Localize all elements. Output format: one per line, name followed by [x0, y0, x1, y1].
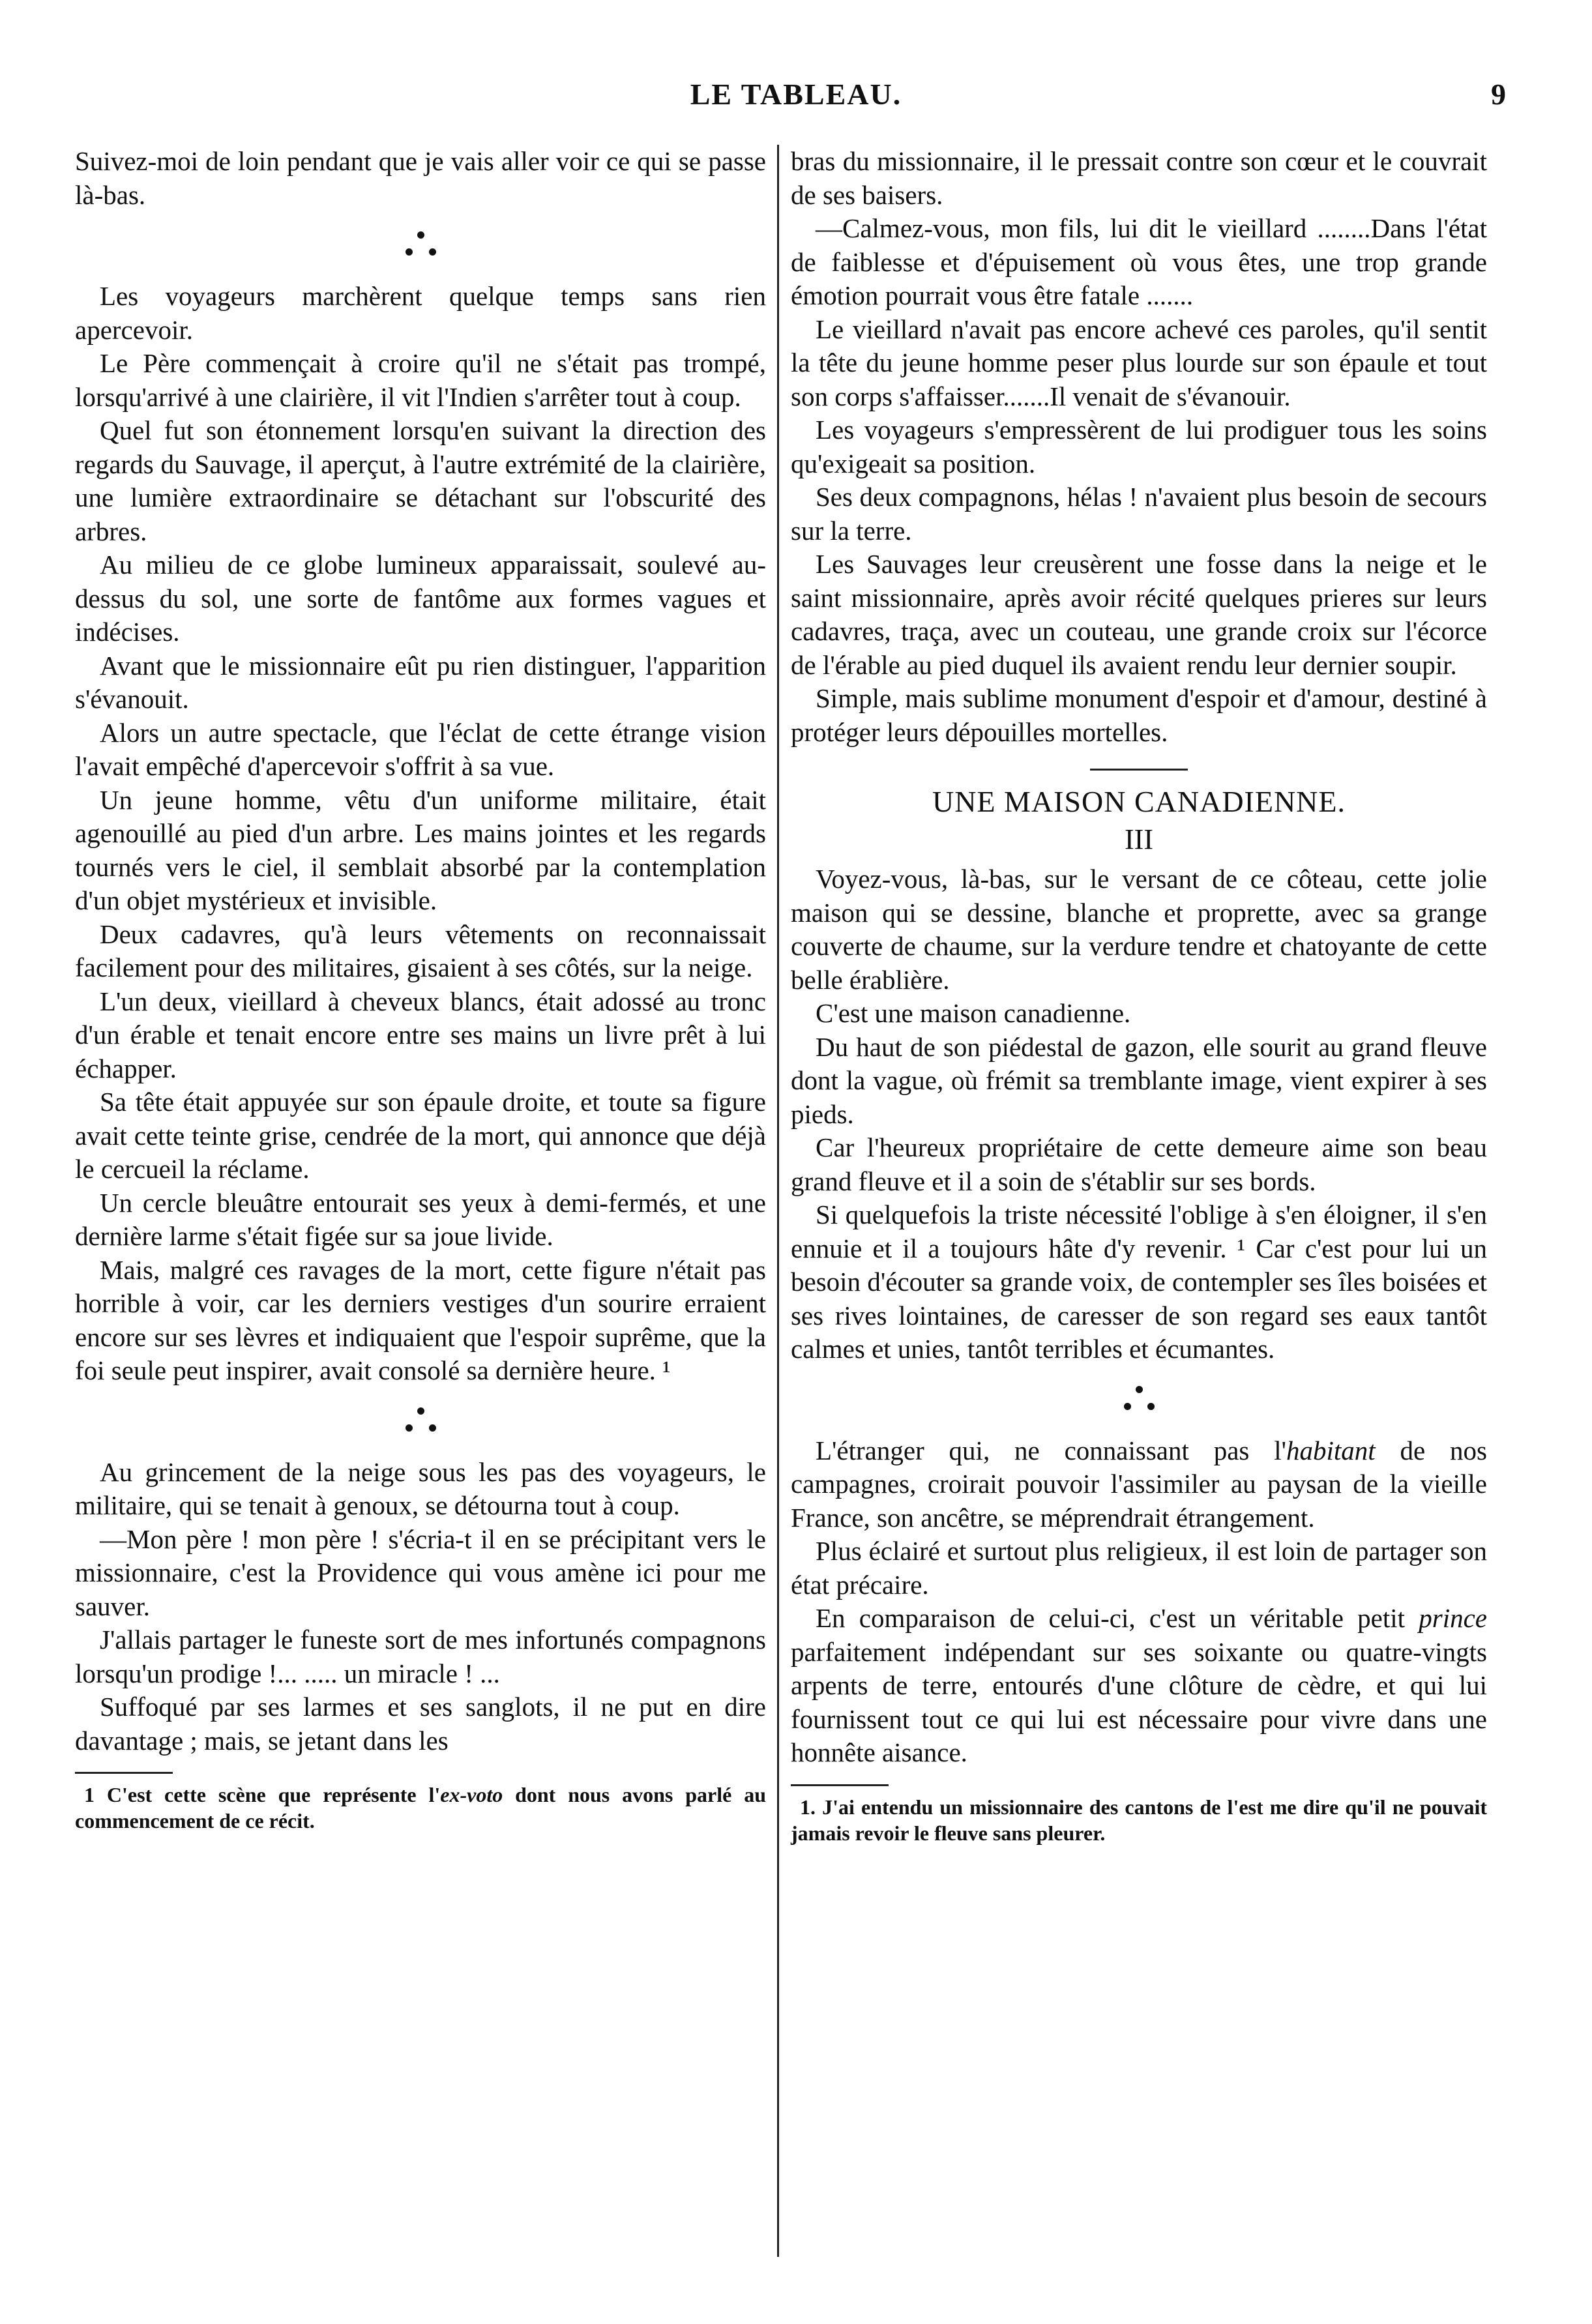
paragraph: C'est une maison canadienne.: [816, 998, 1131, 1028]
paragraph: Un jeune homme, vêtu d'un uniforme militaire, était agenouillé au pied d'un arbre. Les mains jointes et les regards tournés vers le ciel, il semblait absorbé par la contemplation d'un objet mystérieux et invisible.: [75, 784, 766, 915]
paragraph: Simple, mais sublime monument d'espoir et d'amour, destiné à protéger leurs dépouilles mortelles.: [791, 683, 1487, 747]
paragraph: Un cercle bleuâtre entourait ses yeux à demi-fermés, et une dernière larme s'était figée sur sa joue livide.: [75, 1187, 766, 1251]
footnote: [75, 1782, 766, 1834]
right-column: [791, 145, 1487, 1846]
footnote-text: dont nous avons parlé au commencement de ce récit.: [75, 1783, 767, 1832]
paragraph: bras du missionnaire, il le pressait contre son cœur et le couvrait de ses baisers.: [791, 146, 1487, 210]
text-run: L'étranger qui, ne connaissant pas l': [816, 1435, 1286, 1465]
asterism-ornament: [75, 212, 766, 280]
paragraph: Si quelquefois la triste nécessité l'oblige à s'en éloigner, il s'en ennuie et il a toujours hâte d'y revenir. ¹ Car c'est pour lui un besoin d'écouter sa grande voix, de contempler ses îles boisées et ses rives lointaines, de caresser de son regard ses eaux tantôt calmes et unies, tantôt terribles et écumantes.: [791, 1199, 1487, 1364]
footnote-italic: ex-voto: [440, 1783, 503, 1806]
paragraph: J'allais partager le funeste sort de mes infortunés compagnons lorsqu'un prodige !... ..... un miracle ! ...: [75, 1625, 766, 1688]
paragraph: Au grincement de la neige sous les pas des voyageurs, le militaire, qui se tenait à genoux, se détourna tout à coup.: [75, 1456, 766, 1520]
paragraph: Le vieillard n'avait pas encore achevé ces paroles, qu'il sentit la tête du jeune homme peser plus lourde sur son épaule et tout son corps s'affaisser.......Il venait de s'évanouir.: [791, 314, 1487, 411]
section-title: UNE MAISON CANADIENNE.: [932, 785, 1346, 818]
paragraph: Mais, malgré ces ravages de la mort, cette figure n'était pas horrible à voir, car les derniers vestiges d'un sourire erraient encore sur ses lèvres et indiquaient que l'espoir suprême, que la foi seule peut inspirer, avait consolé sa dernière heure. ¹: [75, 1254, 766, 1385]
italic-word: prince: [1419, 1603, 1487, 1633]
asterism-ornament: [75, 1388, 766, 1456]
paragraph: Le Père commençait à croire qu'il ne s'était pas trompé, lorsqu'arrivé à une clairière, il vit l'Indien s'arrêter tout à coup.: [75, 348, 766, 412]
paragraph: Avant que le missionnaire eût pu rien distinguer, l'apparition s'évanouit.: [75, 650, 766, 714]
section-number: III: [1125, 823, 1153, 855]
paragraph: Du haut de son piédestal de gazon, elle sourit au grand fleuve dont la vague, où frémit sa tremblante image, vient expirer à ses pieds.: [791, 1031, 1487, 1129]
paragraph: —Calmez-vous, mon fils, lui dit le vieillard ........Dans l'état de faiblesse et d'épuisement où vous êtes, une trop grande émotion pourrait vous être fatale .......: [791, 213, 1487, 310]
paragraph: Au milieu de ce globe lumineux apparaissait, soulevé au-dessus du sol, une sorte de fantôme aux formes vagues et indécises.: [75, 550, 766, 647]
text-run: En comparaison de celui-ci, c'est un véritable petit: [816, 1603, 1419, 1633]
paragraph: Ses deux compagnons, hélas ! n'avaient plus besoin de secours sur la terre.: [791, 482, 1487, 546]
paragraph: [791, 1434, 1487, 1535]
footnote: 1. J'ai entendu un missionnaire des cantons de l'est me dire qu'il ne pouvait jamais revoir le fleuve sans pleurer.: [791, 1795, 1487, 1845]
paragraph: L'un deux, vieillard à cheveux blancs, était adossé au tronc d'un érable et tenait encore entre ses mains un livre prêt à lui échapper.: [75, 986, 766, 1083]
text-run: de nos campagnes, croirait pouvoir l'assimiler au paysan de la vieille France, son ancêtre, se méprendrait étrangement.: [791, 1435, 1488, 1533]
column-divider: [777, 145, 779, 2257]
paragraph: Deux cadavres, qu'à leurs vêtements on reconnaissait facilement pour des militaires, gisaient à ses côtés, sur la neige.: [75, 919, 766, 982]
paragraph: Car l'heureux propriétaire de cette demeure aime son beau grand fleuve et il a soin de s'établir sur ses bords.: [791, 1132, 1487, 1196]
page-number: 9: [1491, 78, 1506, 111]
paragraph: Voyez-vous, là-bas, sur le versant de ce côteau, cette jolie maison qui se dessine, blanche et proprette, avec sa grange couverte de chaume, sur la verdure tendre et chatoyante de cette belle érablière.: [791, 864, 1487, 995]
paragraph: Suffoqué par ses larmes et ses sanglots, il ne put en dire davantage ; mais, se jetant dans les: [75, 1692, 766, 1756]
paragraph: Quel fut son étonnement lorsqu'en suivant la direction des regards du Sauvage, il aperçut, à l'autre extrémité de la clairière, une lumière extraordinaire se détachant sur l'obscurité des arbres.: [75, 415, 766, 546]
running-head: [0, 77, 1592, 116]
paragraph: [791, 1602, 1487, 1770]
footnote-rule: [791, 1784, 889, 1786]
paragraph: Les voyageurs s'empressèrent de lui prodiguer tous les soins qu'exigeait sa position.: [791, 415, 1487, 478]
paragraph: Alors un autre spectacle, que l'éclat de cette étrange vision l'avait empêché d'apercevoir s'offrit à sa vue.: [75, 717, 766, 781]
footnote-rule: [75, 1772, 173, 1774]
italic-word: habitant: [1286, 1435, 1376, 1465]
left-column: [75, 145, 766, 1834]
paragraph: Plus éclairé et surtout plus religieux, il est loin de partager son état précaire.: [791, 1536, 1487, 1600]
text-run: parfaitement indépendant sur ses soixante ou quatre-vingts arpents de terre, entourés d'une clôture de cèdre, et qui lui fournissent tout ce qui lui est nécessaire pour vivre dans une honnête aisance.: [791, 1636, 1487, 1767]
footnote-text: C'est cette scène que représente l': [106, 1783, 441, 1806]
paragraph: Sa tête était appuyée sur son épaule droite, et toute sa figure avait cette teinte grise, cendrée de la mort, qui annonce que déjà le cercueil la réclame.: [75, 1087, 766, 1184]
paragraph: —Mon père ! mon père ! s'écria-t il en se précipitant vers le missionnaire, c'est la Providence qui vous amène ici pour me sauver.: [75, 1523, 766, 1621]
footnote-marker: 1: [84, 1783, 95, 1806]
paragraph: Les voyageurs marchèrent quelque temps sans rien apercevoir.: [75, 281, 766, 345]
asterism-ornament: [791, 1366, 1487, 1434]
running-title: LE TABLEAU.: [690, 78, 902, 111]
paragraph: Suivez-moi de loin pendant que je vais aller voir ce qui se passe là-bas.: [75, 146, 766, 210]
paragraph: Les Sauvages leur creusèrent une fosse dans la neige et le saint missionnaire, après avoir récité quelques prieres sur leurs cadavres, traça, avec un couteau, une grande croix sur l'écorce de l'érable au pied duquel ils avaient rendu leur dernier soupir.: [791, 549, 1487, 680]
